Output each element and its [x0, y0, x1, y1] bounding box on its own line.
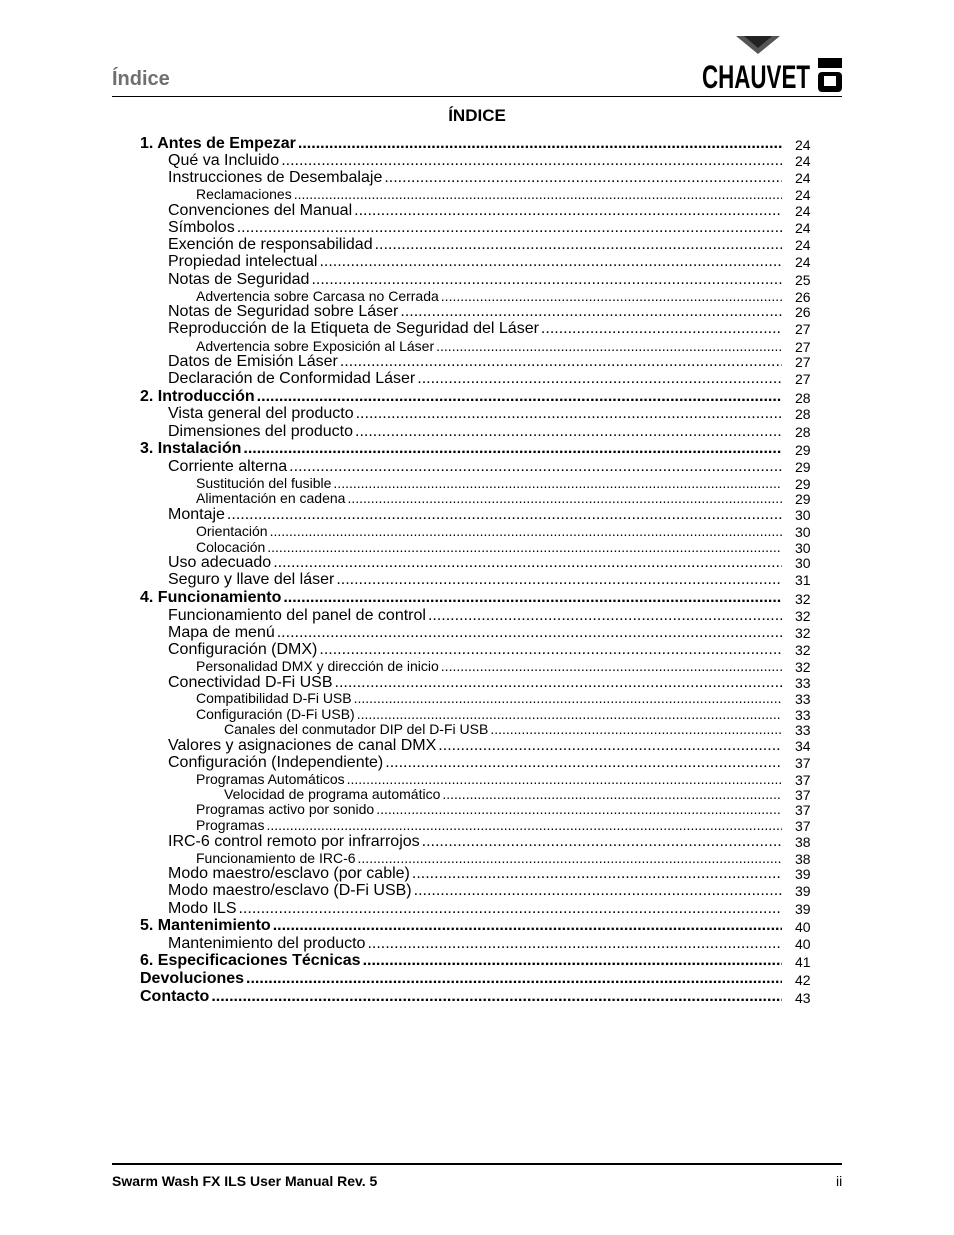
toc-entry-title: Configuración (Independiente) — [168, 754, 384, 771]
toc-entry-title: Corriente alterna — [168, 458, 288, 475]
toc-entry[interactable] — [0, 641, 784, 659]
toc-entry[interactable] — [0, 771, 784, 787]
toc-page-number: 27 — [795, 321, 811, 337]
toc-page-number: 28 — [795, 424, 811, 440]
toc-entry-title: Instrucciones de Desembalaje — [168, 169, 383, 186]
toc-entry-title: Exención de responsabilidad — [168, 236, 373, 253]
toc-page-number: 40 — [795, 936, 811, 952]
logo-mark — [736, 36, 780, 54]
toc-dot-leader — [441, 288, 782, 304]
toc-page-number: 39 — [795, 883, 811, 899]
toc-page-number: 27 — [795, 354, 811, 370]
toc-entry-title: Conectividad D-Fi USB — [168, 674, 333, 691]
toc-entry[interactable] — [0, 817, 784, 833]
toc-entry[interactable] — [0, 589, 784, 607]
toc-entry-title: Uso adecuado — [168, 554, 272, 571]
toc-entry[interactable] — [0, 338, 784, 354]
toc-entry-title: Advertencia sobre Carcasa no Cerrada — [196, 288, 439, 304]
toc-dot-leader — [490, 721, 782, 737]
toc-page-number: 24 — [795, 153, 811, 169]
toc-entry[interactable] — [0, 303, 784, 321]
toc-entry-title: Datos de Emisión Láser — [168, 353, 338, 370]
toc-entry[interactable] — [0, 236, 784, 254]
toc-entry[interactable] — [0, 405, 784, 423]
toc-page-number: 37 — [795, 772, 811, 788]
toc-dot-leader — [358, 850, 782, 866]
toc-dot-leader — [436, 338, 782, 354]
toc-page-number: 33 — [795, 722, 811, 738]
toc-entry[interactable] — [0, 523, 784, 539]
toc-entry[interactable] — [0, 135, 784, 153]
chauvet-logo — [700, 32, 844, 94]
toc-entry[interactable] — [0, 917, 784, 935]
toc-entry-title: Vista general del producto — [168, 405, 354, 422]
toc-page-number: 30 — [795, 540, 811, 556]
toc-entry-title: Mapa de menú — [168, 624, 275, 641]
toc-dot-leader — [277, 624, 782, 642]
toc-dot-leader — [294, 186, 782, 202]
toc-page-number: 24 — [795, 254, 811, 270]
toc-dot-leader — [376, 801, 782, 817]
toc-dot-leader — [355, 423, 782, 441]
toc-dot-leader — [347, 771, 782, 787]
toc-page-number: 42 — [795, 972, 811, 988]
toc-dot-leader — [428, 607, 782, 625]
toc-entry-title: Compatibilidad D-Fi USB — [196, 690, 352, 706]
toc-page-number: 24 — [795, 170, 811, 186]
toc-entry-title: 6. Especificaciones Técnicas — [140, 952, 361, 969]
toc-entry[interactable] — [0, 865, 784, 883]
toc-entry-title: Advertencia sobre Exposición al Láser — [196, 338, 435, 354]
toc-entry-title: Notas de Seguridad — [168, 271, 310, 288]
toc-entry-title: Sustitución del fusible — [196, 475, 332, 491]
toc-entry-title: Seguro y llave del láser — [168, 571, 335, 588]
toc-dot-leader — [257, 388, 782, 406]
toc-entry[interactable] — [0, 169, 784, 187]
toc-dot-leader — [340, 353, 782, 371]
toc-entry[interactable] — [0, 152, 784, 170]
toc-page-number: 33 — [795, 707, 811, 723]
toc-entry-title: Velocidad de programa automático — [224, 786, 441, 802]
toc-dot-leader — [319, 253, 782, 271]
toc-entry-title: Canales del conmutador DIP del D-Fi USB — [224, 721, 489, 737]
toc-entry[interactable] — [0, 690, 784, 706]
toc-entry-title: Configuración (DMX) — [168, 641, 318, 658]
toc-dot-leader — [333, 475, 782, 491]
toc-dot-leader — [442, 786, 782, 802]
toc-entry-title: 5. Mantenimiento — [140, 917, 271, 934]
toc-dot-leader — [227, 506, 782, 524]
toc-entry-title: Contacto — [140, 988, 210, 1005]
toc-entry[interactable] — [0, 554, 784, 572]
toc-entry-title: Propiedad intelectual — [168, 253, 318, 270]
toc-page-number: 37 — [795, 802, 811, 818]
logo-dj-mark — [818, 58, 842, 92]
toc-dot-leader — [273, 554, 782, 572]
toc-entry-title: Notas de Seguridad sobre Láser — [168, 303, 399, 320]
toc-entry-title: Declaración de Conformidad Láser — [168, 370, 416, 387]
toc-entry[interactable] — [0, 850, 784, 866]
toc-dot-leader — [412, 865, 782, 883]
toc-entry[interactable] — [0, 506, 784, 524]
footer-page-number: ii — [836, 1173, 843, 1189]
toc-dot-leader — [289, 458, 782, 476]
toc-entry-title: Funcionamiento de IRC-6 — [196, 850, 356, 866]
toc-entry-title: Símbolos — [168, 219, 235, 236]
toc-entry-title: Mantenimiento del producto — [168, 935, 366, 952]
toc-entry[interactable] — [0, 271, 784, 289]
toc-entry[interactable] — [0, 882, 784, 900]
toc-dot-leader — [211, 988, 782, 1006]
toc-entry[interactable] — [0, 571, 784, 589]
toc-entry-title: Alimentación en cadena — [196, 490, 346, 506]
toc-entry-title: 2. Introducción — [140, 388, 255, 405]
toc-page-number: 32 — [795, 608, 811, 624]
toc-dot-leader — [363, 952, 782, 970]
toc-dot-leader — [438, 737, 782, 755]
toc-dot-leader — [237, 219, 782, 237]
toc-entry[interactable] — [0, 186, 784, 202]
toc-page-number: 39 — [795, 901, 811, 917]
toc-entry[interactable] — [0, 721, 784, 737]
toc-page-number: 33 — [795, 675, 811, 691]
toc-page-number: 25 — [795, 272, 811, 288]
toc-entry-title: Modo maestro/esclavo (D-Fi USB) — [168, 882, 412, 899]
toc-page-number: 29 — [795, 442, 811, 458]
toc-page-number: 30 — [795, 555, 811, 571]
toc-entry-title: Orientación — [196, 523, 268, 539]
toc-page-number: 27 — [795, 371, 811, 387]
toc-entry[interactable] — [0, 370, 784, 388]
toc-dot-leader — [298, 135, 782, 153]
toc-dot-leader — [347, 490, 782, 506]
toc-entry-title: 1. Antes de Empezar — [140, 135, 296, 152]
toc-entry-title: Configuración (D-Fi USB) — [196, 706, 355, 722]
toc-page-number: 37 — [795, 787, 811, 803]
toc-page-number: 30 — [795, 507, 811, 523]
toc-entry[interactable] — [0, 423, 784, 441]
toc-page-number: 34 — [795, 738, 811, 754]
toc-page-number: 24 — [795, 237, 811, 253]
toc-dot-leader — [414, 882, 782, 900]
toc-dot-leader — [441, 658, 782, 674]
toc-dot-leader — [385, 754, 782, 772]
toc-dot-leader — [270, 523, 782, 539]
toc-dot-leader — [541, 320, 782, 338]
section-title: Índice — [112, 68, 170, 90]
toc-entry[interactable] — [0, 219, 784, 237]
toc-entry[interactable] — [0, 607, 784, 625]
toc-dot-leader — [384, 169, 782, 187]
toc-entry[interactable] — [0, 253, 784, 271]
toc-entry-title: Colocación — [196, 539, 266, 555]
toc-dot-leader — [357, 706, 782, 722]
toc-heading: ÍNDICE — [448, 106, 506, 125]
toc-page-number: 40 — [795, 919, 811, 935]
toc-dot-leader — [400, 303, 782, 321]
toc-page-number: 24 — [795, 203, 811, 219]
toc-entry-title: Devoluciones — [140, 970, 245, 987]
toc-entry-title: Convenciones del Manual — [168, 202, 353, 219]
toc-dot-leader — [238, 900, 782, 918]
toc-page-number: 24 — [795, 187, 811, 203]
toc-dot-leader — [281, 152, 782, 170]
toc-dot-leader — [422, 833, 782, 851]
toc-entry-title: Valores y asignaciones de canal DMX — [168, 737, 437, 754]
toc-entry[interactable] — [0, 754, 784, 772]
toc-entry[interactable] — [0, 970, 784, 988]
toc-entry-title: 4. Funcionamiento — [140, 589, 282, 606]
toc-entry-title: Personalidad DMX y dirección de inicio — [196, 658, 439, 674]
toc-page-number: 39 — [795, 866, 811, 882]
toc-entry[interactable] — [0, 786, 784, 802]
toc-entry[interactable] — [0, 353, 784, 371]
toc-entry[interactable] — [0, 658, 784, 674]
toc-entry-title: Reproducción de la Etiqueta de Seguridad del Láser — [168, 320, 539, 337]
toc-page-number: 31 — [795, 572, 811, 588]
toc-page-number: 24 — [795, 220, 811, 236]
toc-entry[interactable] — [0, 706, 784, 722]
toc-entry[interactable] — [0, 458, 784, 476]
toc-page-number: 30 — [795, 524, 811, 540]
toc-dot-leader — [273, 917, 782, 935]
toc-page-number: 37 — [795, 755, 811, 771]
toc-dot-leader — [367, 935, 782, 953]
header-divider — [112, 96, 842, 97]
toc-page-number: 32 — [795, 659, 811, 675]
toc-page-number: 24 — [795, 137, 811, 153]
toc-entry[interactable] — [0, 900, 784, 918]
footer-manual-title: Swarm Wash FX ILS User Manual Rev. 5 — [112, 1173, 378, 1189]
toc-dot-leader — [319, 641, 782, 659]
toc-dot-leader — [375, 236, 782, 254]
toc-dot-leader — [354, 690, 782, 706]
toc-entry[interactable] — [0, 320, 784, 338]
toc-entry-title: Programas Automáticos — [196, 771, 345, 787]
toc-entry[interactable] — [0, 833, 784, 851]
toc-page-number: 28 — [795, 390, 811, 406]
toc-page-number: 28 — [795, 406, 811, 422]
toc-page-number: 26 — [795, 304, 811, 320]
toc-entry[interactable] — [0, 737, 784, 755]
toc-dot-leader — [267, 539, 782, 555]
toc-entry-title: Funcionamiento del panel de control — [168, 607, 426, 624]
toc-entry-title: Programas activo por sonido — [196, 801, 375, 817]
toc-dot-leader — [311, 271, 782, 289]
toc-entry[interactable] — [0, 440, 784, 458]
toc-entry[interactable] — [0, 202, 784, 220]
toc-page-number: 27 — [795, 339, 811, 355]
toc-entry-title: Qué va Incluido — [168, 152, 280, 169]
toc-page-number: 32 — [795, 591, 811, 607]
toc-page-number: 29 — [795, 491, 811, 507]
toc-entry-title: Montaje — [168, 506, 225, 523]
toc-entry[interactable] — [0, 490, 784, 506]
toc-entry[interactable] — [0, 288, 784, 304]
toc-page-number: 32 — [795, 625, 811, 641]
toc-entry[interactable] — [0, 539, 784, 555]
toc-dot-leader — [283, 589, 782, 607]
toc-dot-leader — [266, 817, 782, 833]
toc-entry[interactable] — [0, 624, 784, 642]
toc-page-number: 29 — [795, 476, 811, 492]
toc-entry[interactable] — [0, 475, 784, 491]
toc-entry[interactable] — [0, 388, 784, 406]
footer-divider — [112, 1163, 842, 1165]
toc-entry-title: Dimensiones del producto — [168, 423, 353, 440]
logo-wordmark: CHAUVET — [702, 59, 811, 94]
toc-page-number: 29 — [795, 459, 811, 475]
toc-dot-leader — [417, 370, 782, 388]
toc-entry[interactable] — [0, 801, 784, 817]
toc-entry-title: Modo maestro/esclavo (por cable) — [168, 865, 410, 882]
toc-entry[interactable] — [0, 952, 784, 970]
toc-entry-title: IRC-6 control remoto por infrarrojos — [168, 833, 420, 850]
toc-dot-leader — [336, 571, 782, 589]
toc-entry[interactable] — [0, 935, 784, 953]
toc-page-number: 33 — [795, 691, 811, 707]
toc-entry-title: Programas — [196, 817, 265, 833]
toc-page-number: 26 — [795, 289, 811, 305]
toc-page-number: 38 — [795, 834, 811, 850]
toc-page-number: 38 — [795, 851, 811, 867]
toc-entry[interactable] — [0, 988, 784, 1006]
toc-page-number: 37 — [795, 818, 811, 834]
toc-dot-leader — [243, 440, 782, 458]
toc-entry-title: 3. Instalación — [140, 440, 242, 457]
toc-page-number: 41 — [795, 954, 811, 970]
toc-dot-leader — [356, 405, 782, 423]
toc-entry-title: Reclamaciones — [196, 186, 292, 202]
toc-dot-leader — [246, 970, 782, 988]
toc-page-number: 32 — [795, 642, 811, 658]
toc-entry-title: Modo ILS — [168, 900, 237, 917]
toc-page-number: 43 — [795, 990, 811, 1006]
toc-dot-leader — [354, 202, 782, 220]
